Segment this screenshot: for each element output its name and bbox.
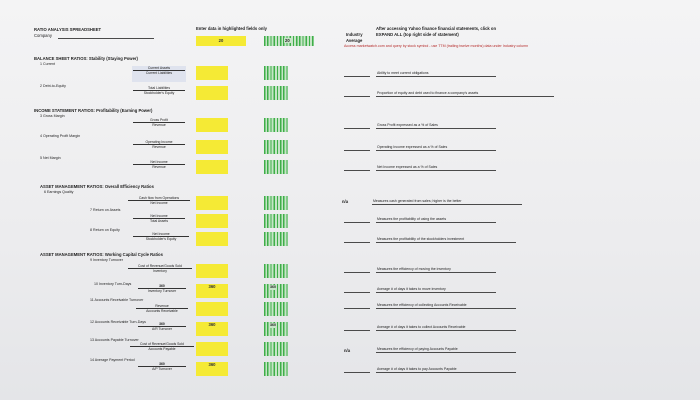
ap-turnover-y2[interactable]	[264, 342, 288, 356]
instruction-line-2: EXPAND ALL (top right side of statement)	[376, 32, 459, 37]
current-ratio-formula	[133, 66, 185, 76]
ar-turnover-formula	[136, 304, 188, 314]
enter-data-note: Enter data in highlighted fields only	[196, 26, 267, 31]
ar-days-desc-text: Average # of days it takes to collect Accounts Receivable	[377, 325, 466, 329]
ap-turnover-desc	[376, 346, 516, 353]
company-input[interactable]	[58, 33, 154, 39]
return-equity-formula	[133, 232, 189, 242]
inventory-turnover-y2[interactable]	[264, 264, 288, 278]
ratio-earnings-quality-label: 6 Earnings Quality	[44, 190, 74, 194]
inventory-turnover-numerator: Cost of Revenue/Goods Sold	[128, 264, 192, 269]
return-assets-desc	[376, 216, 496, 223]
gross-margin-denominator: Revenue	[152, 123, 166, 128]
income-statement-heading: INCOME STATEMENT RATIOS: Profitability (Earning Power)	[34, 108, 153, 113]
balance-sheet-heading: BALANCE SHEET RATIOS: Stability (Staying Power)	[34, 56, 138, 61]
current-ratio-industry[interactable]	[344, 70, 370, 77]
inventory-days-denominator: Inventory Turnover	[147, 289, 177, 294]
inventory-days-formula	[138, 284, 186, 294]
gross-margin-numerator: Gross Profit	[133, 118, 185, 123]
debt-equity-y2[interactable]	[264, 86, 288, 100]
ar-turnover-industry[interactable]	[344, 302, 370, 309]
inventory-turnover-industry[interactable]	[344, 266, 370, 273]
operating-margin-desc-text: Operating Income expressed as a % of Sales	[377, 145, 448, 149]
inventory-turnover-denominator: Inventory	[153, 269, 167, 274]
year2-value: 20	[285, 38, 290, 43]
instruction-line-1: After accessing Yahoo finance financial statements, click on	[376, 26, 497, 31]
net-margin-denominator: Revenue	[152, 165, 166, 170]
ap-turnover-industry-na: n/a	[344, 348, 351, 353]
operating-margin-industry[interactable]	[344, 144, 370, 151]
ar-turnover-y2[interactable]	[264, 302, 288, 316]
ratio-debt-equity-label: 2 Debt-to-Equity	[40, 84, 66, 88]
payment-period-numerator: 360	[138, 362, 186, 367]
ratio-ar-days-label: 12 Accounts Receivable Turn-Days	[90, 320, 146, 324]
net-margin-desc	[376, 164, 496, 171]
return-assets-industry[interactable]	[344, 216, 370, 223]
average-label: Average	[346, 38, 363, 43]
asset-efficiency-heading: ASSET MANAGEMENT RATIOS: Overall Efficiency Ratios	[40, 184, 154, 189]
gross-margin-desc	[376, 122, 496, 129]
debt-equity-industry[interactable]	[344, 90, 370, 97]
payment-period-industry[interactable]	[344, 366, 370, 373]
ratio-ar-turnover-label: 11 Accounts Receivable Turnover	[90, 298, 144, 302]
ap-turnover-formula	[130, 342, 194, 352]
net-margin-numerator: Net Income	[133, 160, 185, 165]
company-label: Company	[34, 33, 52, 38]
operating-margin-y2[interactable]	[264, 140, 288, 154]
debt-equity-y1[interactable]	[196, 86, 228, 100]
earnings-quality-y1[interactable]	[196, 196, 228, 210]
return-equity-y1[interactable]	[196, 232, 228, 246]
inventory-days-y2[interactable]	[264, 284, 288, 298]
ap-turnover-desc-text: Measures the efficiency of paying Accounts Payable	[377, 347, 458, 351]
ratio-ap-turnover-label: 13 Accounts Payable Turnover	[90, 338, 139, 342]
operating-margin-numerator: Operating Income	[133, 140, 185, 145]
inventory-days-desc-text: Average # of days it takes to move inventory	[377, 287, 446, 291]
ar-turnover-desc	[376, 302, 516, 309]
working-capital-heading: ASSET MANAGEMENT RATIOS: Working Capital Cycle Ratios	[40, 252, 163, 257]
current-ratio-y1[interactable]	[196, 66, 228, 80]
ratio-operating-margin-label: 4 Operating Profit Margin	[40, 134, 81, 138]
inventory-turnover-desc-text: Measures the efficiency of moving the inventory	[377, 267, 451, 271]
return-equity-industry[interactable]	[344, 236, 370, 243]
current-ratio-y2[interactable]	[264, 66, 288, 80]
earnings-quality-industry-na: n/a	[342, 199, 349, 204]
ratio-inventory-days-label: 10 Inventory Turn-Days	[94, 282, 132, 286]
return-assets-desc-text: Measures the profitability of using the assets	[377, 217, 447, 221]
inventory-days-y1-value: 360	[208, 284, 216, 289]
current-ratio-desc	[376, 70, 496, 77]
return-assets-denominator: Total Assets	[149, 219, 169, 224]
earnings-quality-desc	[372, 198, 522, 205]
year1-cell[interactable]	[196, 36, 246, 46]
ratio-gross-margin-label: 3 Gross Margin	[40, 114, 65, 118]
ar-days-y2-value: 360	[270, 323, 276, 327]
gross-margin-formula	[133, 118, 185, 128]
gross-margin-industry[interactable]	[344, 122, 370, 129]
return-equity-y2[interactable]	[264, 232, 288, 246]
inventory-days-desc	[376, 286, 496, 293]
debt-equity-numerator: Total Liabilities	[133, 86, 185, 91]
current-ratio-numerator: Current Assets	[133, 66, 185, 71]
payment-period-y1[interactable]	[196, 362, 228, 376]
earnings-quality-formula	[128, 196, 190, 206]
ratio-current-label: 1 Current	[40, 62, 55, 66]
ar-days-y2[interactable]	[264, 322, 288, 336]
ar-days-y1[interactable]	[196, 322, 228, 336]
net-margin-y1[interactable]	[196, 160, 228, 174]
debt-equity-denominator: Stockholder's Equity	[143, 91, 175, 96]
operating-margin-y1[interactable]	[196, 140, 228, 154]
ratio-payment-period-label: 14 Average Payment Period	[90, 358, 135, 362]
ratio-inventory-turnover-label: 9 Inventory Turnover	[90, 258, 123, 262]
sheet-title: RATIO ANALYSIS SPREADSHEET	[34, 27, 102, 32]
payment-period-formula	[138, 362, 186, 372]
payment-period-y1-value: 360	[208, 362, 216, 367]
ratio-return-assets-label: 7 Return on Assets	[90, 208, 121, 212]
net-margin-y2[interactable]	[264, 160, 288, 174]
ar-days-y1-value: 360	[208, 322, 216, 327]
return-assets-y2[interactable]	[264, 214, 288, 228]
return-assets-formula	[133, 214, 185, 224]
ar-turnover-denominator: Accounts Receivable	[146, 309, 178, 314]
current-ratio-denominator: Current Liabilities	[145, 71, 173, 76]
payment-period-y2[interactable]	[264, 362, 288, 376]
inventory-days-numerator: 360	[138, 284, 186, 289]
net-margin-formula	[133, 160, 185, 170]
ratio-return-equity-label: 8 Return on Equity	[90, 228, 120, 232]
inventory-days-industry[interactable]	[344, 286, 370, 293]
ar-days-desc	[376, 324, 516, 331]
return-equity-desc	[376, 236, 516, 243]
debt-equity-desc-text: Proportion of equity and debt used to finance a company's assets	[377, 91, 479, 95]
net-margin-desc-text: Net Income expressed as a % of Sales	[377, 165, 438, 169]
ar-turnover-numerator: Revenue	[136, 304, 188, 309]
return-equity-numerator: Net Income	[133, 232, 189, 237]
year2-cell[interactable]	[264, 36, 314, 46]
earnings-quality-denominator: Net Income	[150, 201, 168, 206]
ar-turnover-desc-text: Measures the efficiency of collecting Accounts Receivable	[377, 303, 467, 307]
earnings-quality-numerator: Cash flow from Operations	[128, 196, 190, 201]
return-assets-numerator: Net Income	[133, 214, 185, 219]
ar-days-formula	[138, 322, 186, 332]
inventory-turnover-formula	[128, 264, 192, 274]
gross-margin-y2[interactable]	[264, 118, 288, 132]
operating-margin-desc	[376, 144, 496, 151]
ap-turnover-y1[interactable]	[196, 342, 228, 356]
operating-margin-formula	[133, 140, 185, 150]
earnings-quality-desc-text: Measures cash generated from sales; higher is the better	[373, 199, 462, 203]
return-equity-desc-text: Measures the profitability of the stockholders investment	[377, 237, 465, 241]
ar-turnover-y1[interactable]	[196, 302, 228, 316]
operating-margin-denominator: Revenue	[152, 145, 166, 150]
ar-days-numerator: 360	[138, 322, 186, 327]
inventory-days-y2-value: 360	[270, 285, 276, 289]
inventory-turnover-desc	[376, 266, 496, 273]
gross-margin-y1[interactable]	[196, 118, 228, 132]
year1-value: 20	[218, 38, 224, 43]
return-equity-denominator: Stockholder's Equity	[145, 237, 177, 242]
inventory-turnover-y1[interactable]	[196, 264, 228, 278]
payment-period-desc-text: Average # of days it takes to pay Accounts Payable	[377, 367, 457, 371]
net-margin-industry[interactable]	[344, 164, 370, 171]
ap-turnover-numerator: Cost of Revenue/Goods Sold	[130, 342, 194, 347]
industry-label: Industry	[346, 32, 363, 37]
current-ratio-desc-text: Ability to meet current obligations	[377, 71, 429, 75]
ar-days-industry[interactable]	[344, 324, 370, 331]
debt-equity-desc	[376, 90, 554, 97]
payment-period-denominator: A/P Turnover	[152, 367, 172, 372]
ap-turnover-denominator: Accounts Payable	[148, 347, 176, 352]
debt-equity-formula	[133, 86, 185, 96]
inventory-days-y1[interactable]	[196, 284, 228, 298]
instruction-line-3: Access marketwatch.com and query by stock symbol - use TTM (trailing twelve months) data under Industry column	[344, 44, 529, 48]
return-assets-y1[interactable]	[196, 214, 228, 228]
ratio-net-margin-label: 5 Net Margin	[40, 156, 61, 160]
ar-days-denominator: A/R Turnover	[152, 327, 172, 332]
gross-margin-desc-text: Gross Profit expressed as a % of Sales	[377, 123, 438, 127]
payment-period-desc	[376, 366, 516, 373]
earnings-quality-y2[interactable]	[264, 196, 288, 210]
